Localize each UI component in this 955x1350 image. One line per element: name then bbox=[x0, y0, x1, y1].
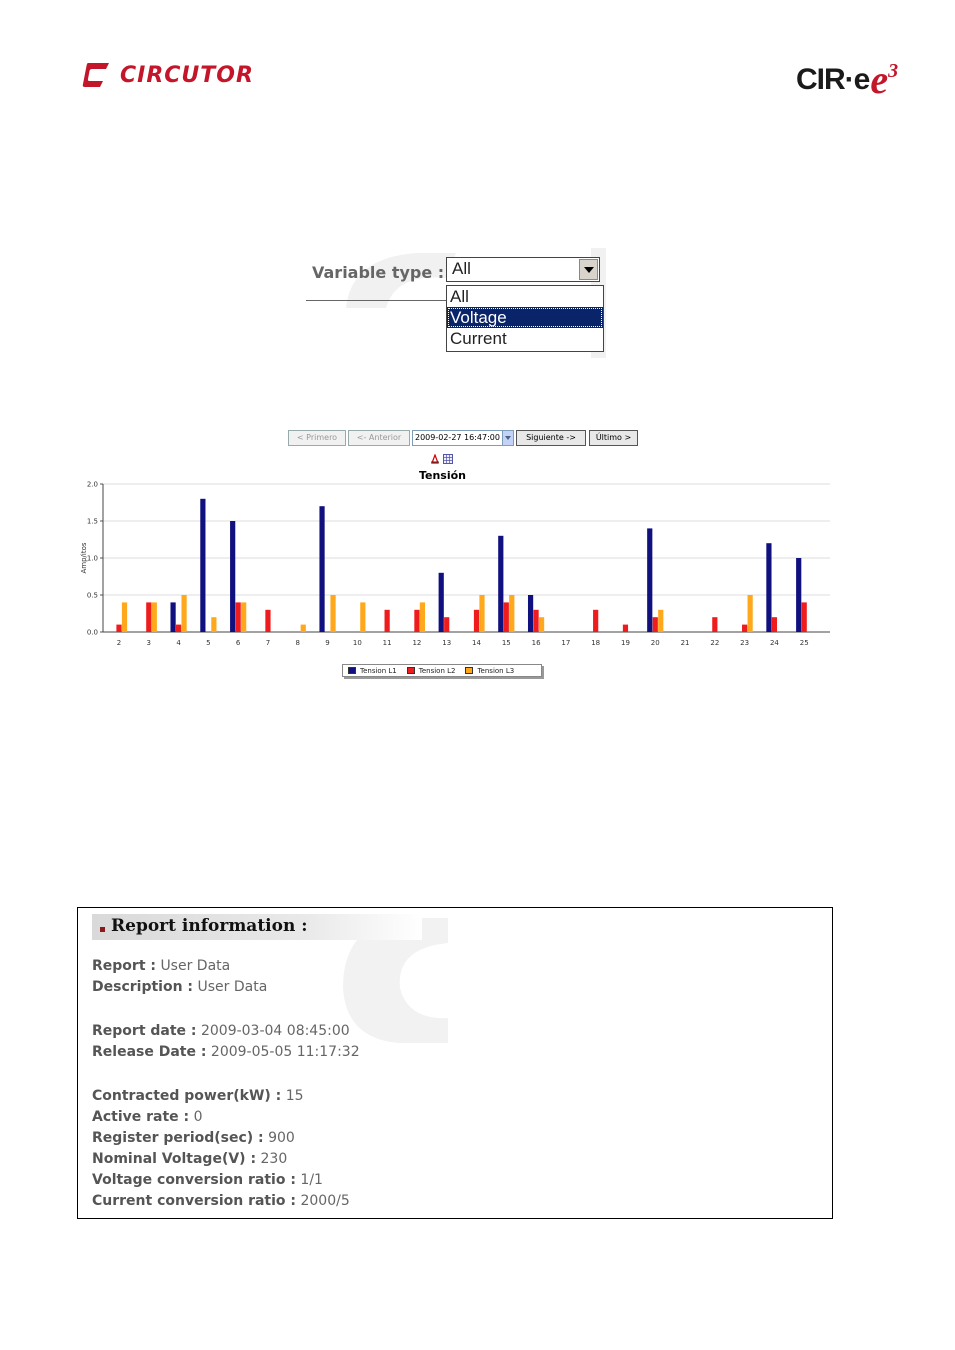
bar bbox=[230, 521, 235, 632]
report-value: 0 bbox=[193, 1109, 203, 1125]
bar bbox=[712, 617, 717, 632]
chevron-down-icon[interactable] bbox=[502, 431, 513, 445]
bar bbox=[301, 625, 306, 632]
circutor-logo-text: CIRCUTOR bbox=[120, 62, 254, 88]
bar bbox=[593, 610, 598, 632]
y-tick-label: 2.0 bbox=[86, 480, 98, 489]
legend-label-l3: Tension L3 bbox=[477, 666, 515, 675]
circutor-mark-icon bbox=[82, 60, 112, 90]
x-tick-label: 7 bbox=[265, 639, 271, 647]
x-tick-label: 8 bbox=[295, 639, 300, 647]
report-row bbox=[92, 1191, 360, 1212]
report-value: 900 bbox=[268, 1130, 295, 1146]
report-key: Report date : bbox=[92, 1023, 197, 1039]
chart-title: Tensión bbox=[418, 469, 467, 482]
report-row bbox=[92, 1086, 360, 1107]
option-voltage[interactable]: Voltage bbox=[447, 307, 603, 328]
legend-swatch-l2 bbox=[407, 667, 415, 674]
report-key: Report : bbox=[92, 958, 156, 974]
report-row bbox=[92, 1042, 360, 1063]
x-tick-label: 12 bbox=[412, 639, 422, 647]
cire3-logo-e: e bbox=[870, 57, 889, 102]
bar bbox=[414, 610, 419, 632]
report-value: 230 bbox=[260, 1151, 288, 1167]
report-row bbox=[92, 1021, 360, 1042]
bar bbox=[170, 602, 175, 632]
bar bbox=[200, 499, 205, 632]
bar bbox=[504, 602, 509, 632]
variable-type-value: All bbox=[452, 259, 471, 278]
x-tick-label: 23 bbox=[740, 639, 750, 647]
table-view-icon[interactable] bbox=[443, 454, 453, 464]
x-tick-label: 13 bbox=[442, 639, 452, 647]
bar bbox=[474, 610, 479, 632]
report-row bbox=[92, 956, 360, 977]
x-tick-label: 15 bbox=[501, 639, 511, 647]
x-tick-label: 5 bbox=[206, 639, 211, 647]
legend-label-l1: Tension L1 bbox=[360, 666, 397, 675]
bar bbox=[802, 602, 807, 632]
x-tick-label: 10 bbox=[352, 639, 362, 647]
bar bbox=[539, 617, 544, 632]
bar bbox=[528, 595, 533, 632]
y-tick-label: 0.0 bbox=[86, 628, 98, 637]
bar bbox=[772, 617, 777, 632]
bar bbox=[439, 573, 444, 632]
report-key: Description : bbox=[92, 979, 194, 995]
report-key: Release Date : bbox=[92, 1044, 207, 1060]
bar bbox=[236, 602, 241, 632]
y-tick-label: 1.5 bbox=[86, 517, 98, 526]
bar bbox=[241, 602, 246, 632]
report-key: Nominal Voltage(V) : bbox=[92, 1151, 257, 1167]
y-axis-label: Amp/itos bbox=[80, 542, 88, 574]
chart-type-icon[interactable] bbox=[430, 454, 440, 464]
last-button[interactable]: Último > bbox=[589, 430, 638, 446]
legend-swatch-l1 bbox=[348, 667, 356, 674]
legend-label-l2: Tension L2 bbox=[418, 666, 456, 675]
bar bbox=[742, 625, 747, 632]
bar bbox=[444, 617, 449, 632]
date-select-value: 2009-02-27 16:47:00 bbox=[415, 433, 500, 442]
cire3-logo-sup: 3 bbox=[888, 60, 899, 82]
bar bbox=[116, 625, 121, 632]
report-value: 2009-03-04 08:45:00 bbox=[200, 1023, 350, 1039]
bar bbox=[653, 617, 658, 632]
option-all[interactable]: All bbox=[450, 287, 469, 306]
x-tick-label: 14 bbox=[472, 639, 481, 647]
report-value: User Data bbox=[160, 958, 231, 974]
bar bbox=[658, 610, 663, 632]
legend-item-l1 bbox=[348, 667, 397, 675]
bar bbox=[265, 610, 270, 632]
bar bbox=[509, 595, 514, 632]
prev-button[interactable]: <- Anterior bbox=[348, 430, 410, 446]
report-value: 2000/5 bbox=[300, 1193, 350, 1209]
bar bbox=[623, 625, 628, 632]
x-tick-label: 25 bbox=[799, 639, 809, 647]
report-title: Report information : bbox=[111, 916, 308, 936]
bar bbox=[498, 536, 503, 632]
x-tick-label: 6 bbox=[235, 639, 241, 647]
dropdown-arrow-icon[interactable] bbox=[579, 259, 598, 280]
x-tick-label: 2 bbox=[116, 639, 122, 647]
option-current[interactable]: Current bbox=[450, 329, 507, 348]
date-select[interactable] bbox=[412, 430, 514, 446]
report-row bbox=[92, 1170, 360, 1191]
first-button[interactable]: < Primero bbox=[288, 430, 346, 446]
bar bbox=[319, 506, 324, 632]
x-tick-label: 3 bbox=[146, 639, 152, 647]
x-tick-label: 9 bbox=[325, 639, 330, 647]
x-tick-label: 19 bbox=[620, 639, 630, 647]
variable-type-label: Variable type : bbox=[312, 263, 445, 282]
chart-legend bbox=[342, 664, 542, 677]
x-tick-label: 21 bbox=[680, 639, 690, 647]
x-tick-label: 20 bbox=[650, 639, 660, 647]
report-details bbox=[92, 956, 360, 1212]
bar bbox=[748, 595, 753, 632]
bar bbox=[152, 602, 157, 632]
report-row bbox=[92, 1149, 360, 1170]
report-header bbox=[92, 914, 422, 940]
bar bbox=[146, 602, 151, 632]
y-tick-label: 1.0 bbox=[86, 554, 98, 563]
report-information-box bbox=[77, 907, 833, 1219]
x-tick-label: 18 bbox=[591, 639, 601, 647]
label-underline bbox=[306, 300, 448, 301]
bar bbox=[796, 558, 801, 632]
report-key: Register period(sec) : bbox=[92, 1130, 264, 1146]
bar bbox=[181, 595, 186, 632]
report-row bbox=[92, 1107, 360, 1128]
variable-type-options bbox=[446, 285, 604, 352]
legend-item-l3 bbox=[465, 667, 514, 675]
x-tick-label: 17 bbox=[561, 639, 571, 647]
bar-chart bbox=[70, 480, 835, 652]
bar bbox=[766, 543, 771, 632]
bar bbox=[122, 602, 127, 632]
x-tick-label: 22 bbox=[710, 639, 720, 647]
variable-type-panel bbox=[306, 248, 606, 358]
bar bbox=[479, 595, 484, 632]
bar bbox=[533, 610, 538, 632]
bullet-icon bbox=[100, 927, 105, 932]
bar bbox=[176, 625, 181, 632]
bar bbox=[385, 610, 390, 632]
bar bbox=[360, 602, 365, 632]
next-button[interactable]: Siguiente -> bbox=[516, 430, 586, 446]
x-tick-label: 4 bbox=[176, 639, 181, 647]
bar bbox=[647, 528, 652, 632]
report-key: Contracted power(kW) : bbox=[92, 1088, 282, 1104]
report-value: 15 bbox=[285, 1088, 304, 1104]
report-value: 2009-05-05 11:17:32 bbox=[210, 1044, 360, 1060]
x-tick-label: 16 bbox=[531, 639, 541, 647]
report-value: 1/1 bbox=[300, 1172, 323, 1188]
legend-swatch-l3 bbox=[465, 667, 473, 674]
report-value: User Data bbox=[197, 979, 268, 995]
report-row bbox=[92, 977, 360, 998]
report-key: Current conversion ratio : bbox=[92, 1193, 297, 1209]
variable-type-select[interactable] bbox=[446, 257, 600, 282]
x-tick-label: 11 bbox=[382, 639, 392, 647]
legend-item-l2 bbox=[407, 667, 456, 675]
bar bbox=[330, 595, 335, 632]
cire3-logo bbox=[796, 57, 899, 102]
report-row bbox=[92, 1128, 360, 1149]
report-key: Active rate : bbox=[92, 1109, 190, 1125]
cire3-logo-text: CIR·e bbox=[796, 63, 870, 96]
report-key: Voltage conversion ratio : bbox=[92, 1172, 296, 1188]
bar bbox=[211, 617, 216, 632]
circutor-logo bbox=[82, 58, 254, 92]
y-tick-label: 0.5 bbox=[86, 591, 98, 600]
bar bbox=[420, 602, 425, 632]
x-tick-label: 24 bbox=[769, 639, 779, 647]
chart-toolbar bbox=[430, 454, 453, 464]
